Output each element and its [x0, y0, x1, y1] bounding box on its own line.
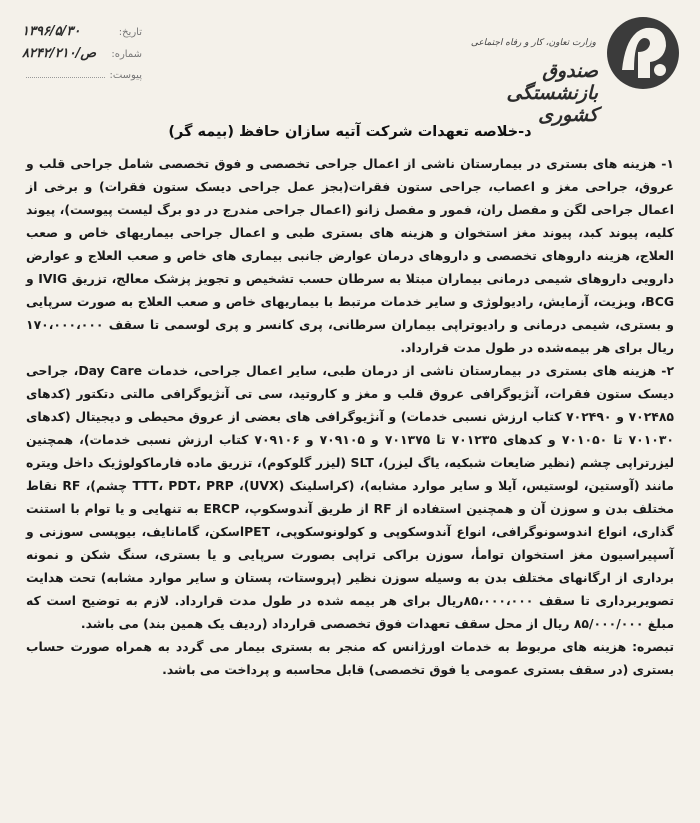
document-body: [26, 152, 674, 681]
clause-1: ۱- هزینه های بستری در بیمارستان ناشی از اعمال جراحی تخصصی و فوق تخصصی شامل جراحی قلب و عروق، جراحی مغز و اعصاب، جراحی ستون فقرات(بجز عمل جراحی دیسک ستون فقرات) و برخی از اعمال جراحی لگن و مفصل ران، فمور و مفصل زانو (اعمال جراحی مندرج در دو برگ لیست پیوست)، پیوند کلیه، پیوند کبد، پیوند مغز استخوان و هزینه های بستری طبی و اعمال جراحی بیماریهای خاص و صعب العلاج، هزینه داروهای تخصصی و داروهای درمان عوارض جانبی بیماری های خاص و صعب العلاج و عوارض دارویی داروهای شیمی درمانی بیماران مبتلا به سرطان حسب تشخیص و تجویز پزشک معالج، تزریق IVIG و BCG، ویزیت، آزمایش، رادیولوژی و سایر خدمات مرتبط با بیماریهای خاص و صعب العلاج به صورت سرپایی و بستری، شیمی درمانی و رادیوتراپی بیماران سرطانی، پری کانسر و پری لوسمی تا سقف ۱۷۰،۰۰۰،۰۰۰ ریال برای هر بیمه‌شده در طول مدت قرارداد.: [26, 156, 675, 355]
date-value: ۱۳۹۶/۵/۳۰: [22, 24, 81, 39]
number-value: ۸۲۴۲/ص/۲۱۰: [22, 46, 97, 61]
document-title: د-خلاصه تعهدات شرکت آتیه سازان حافظ (بیمه گر): [168, 124, 532, 140]
note-clause: تبصره: هزینه های مربوط به خدمات اورژانس که منجر به بستری بیمار می گردد به همراه صورت حساب بستری (در سقف بستری عمومی یا فوق تخصصی) قابل محاسبه و پرداخت می باشد.: [26, 639, 674, 677]
letterhead: [452, 12, 682, 126]
number-label: شماره:: [111, 49, 142, 60]
attachment-row: [22, 68, 142, 81]
fund-logo-icon: [604, 12, 682, 94]
attachment-blank: [26, 68, 105, 78]
clause-2: ۲- هزینه های بستری در بیمارستان ناشی از درمان طبی، سایر اعمال جراحی، خدمات Day Care، جراحی دیسک ستون فقرات، آنژیوگرافی عروق قلب و مغز و کاروتید، سی تی آنژیوگرافی مالتی دتکتور (کدهای ۷۰۲۴۸۵ و ۷۰۲۴۹۰ کتاب ارزش نسبی خدمات) و آنژیوگرافی های بعضی از عروق محیطی و دیجیتال (کدهای ۷۰۱۰۳۰ تا ۷۰۱۰۵۰ و کدهای ۷۰۱۲۳۵ تا ۷۰۱۳۷۵ و ۷۰۹۱۰۵ و ۷۰۹۱۰۶ کتاب ارزش نسبی خدمات)، همچنین لیزرتراپی چشم (نظیر ضایعات شبکیه، یاگ لیزر)، SLT (لیزر گلوکوم)، تزریق ماده فارماکولوژیک داخل ویتره مانند (آوستین، لوستیس، آیلا و سایر موارد مشابه)، (کراسلینک (UVX)، TTT، PDT، PRP چشم)، RF نقاط مختلف بدن و سوزن آن و همچنین استفاده از RF از طریق آندوسکوپ، ERCP به تنهایی و یا توام با استنت گذاری، انواع اندوسونوگرافی، انواع آندوسکوپی و کولونوسکوپی، PETاسکن، گامانایف، بیوپسی سوزنی و آسپیراسیون مغز استخوان توامأ، سوزن براکی تراپی بصورت سرپایی و یا بستری، سنگ شکن و نمونه برداری از ارگانهای مختلف بدن به وسیله سوزن نظیر (پروستات، پستان و سایر موارد مشابه) تحت هدایت تصویربرداری تا سقف ۸۵،۰۰۰،۰۰۰ریال برای هر بیمه شده در طول مدت قرارداد. لازم به توضیح است که مبلغ ۸۵/۰۰۰/۰۰۰ ریال از محل سقف تعهدات فوق تخصصی قرارداد (ردیف یک همین بند) می باشد.: [26, 363, 675, 631]
date-label: تاریخ:: [118, 27, 142, 38]
date-row: [22, 24, 142, 39]
attachment-label: پیوست:: [109, 70, 142, 81]
ministry-name: وزارت تعاون، کار و رفاه اجتماعی: [470, 38, 596, 48]
number-row: [22, 46, 142, 61]
organization-name: صندوق بازنشستگی کشوری: [506, 60, 598, 126]
letter-stamp: [22, 24, 142, 88]
